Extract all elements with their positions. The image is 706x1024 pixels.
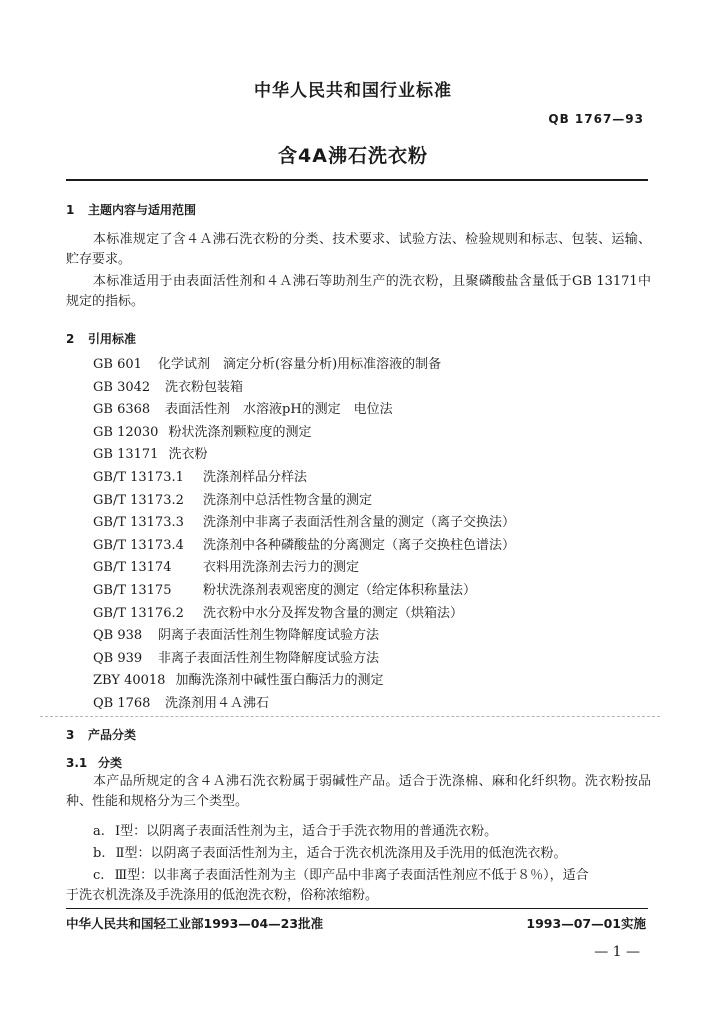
reference-item (93, 399, 515, 422)
type-mark: a. (93, 824, 105, 839)
reference-item (93, 535, 515, 558)
section-3-title: 产品分类 (88, 728, 137, 742)
section-2-title: 引用标准 (88, 332, 137, 346)
type-item-c (93, 864, 589, 883)
type-item-c-continuation: 于洗衣机洗涤及手洗涤用的低泡洗衣粉，俗称浓缩粉。 (66, 888, 379, 903)
section-3-heading (66, 726, 136, 743)
reference-item (93, 377, 515, 400)
reference-code: QB 939 (93, 650, 143, 666)
reference-item (93, 444, 515, 467)
reference-title: 非离子表面活性剂生物降解度试验方法 (158, 650, 380, 666)
reference-item (93, 467, 515, 490)
type-item-b (93, 842, 566, 861)
title-divider (66, 179, 648, 181)
reference-code: GB 6368 (93, 402, 151, 418)
reference-code: GB 601 (93, 357, 142, 372)
reference-code: GB/T 13173.3 (93, 515, 184, 531)
reference-title: 洗涤剂中非离子表面活性剂含量的测定（离子交换法） (203, 515, 516, 531)
type-text: Ⅲ型：以非离子表面活性剂为主（即产品中非离子表面活性剂应不低于８％），适合 (114, 868, 589, 883)
reference-item (93, 693, 515, 716)
reference-item (93, 670, 515, 693)
section-1-heading (66, 201, 196, 218)
reference-item (93, 625, 515, 648)
standard-title: 中华人民共和国行业标准 (254, 81, 452, 101)
reference-item (93, 422, 515, 445)
reference-code: GB 13171 (93, 447, 159, 463)
type-text: Ⅱ型：以阴离子表面活性剂为主，适合于洗衣机洗涤用及手洗用的低泡洗衣粉。 (115, 846, 567, 861)
section-2-heading (66, 330, 136, 347)
reference-code: GB/T 13173.2 (93, 492, 184, 508)
reference-title: 洗衣粉 (168, 447, 208, 463)
standard-number: QB 1767—93 (548, 112, 644, 126)
section-1-paragraph-2: 本标准适用于由表面活性剂和４Ａ沸石等助剂生产的洗衣粉，且聚磷酸盐含量低于GB 13171中规定的指标。 (66, 274, 651, 309)
reference-code: GB/T 13173.4 (93, 537, 184, 553)
reference-title: 洗涤剂中各种磷酸盐的分离测定（离子交换柱色谱法） (203, 537, 516, 553)
reference-code: GB 12030 (93, 424, 159, 440)
section-1-title: 主题内容与适用范围 (88, 203, 197, 217)
reference-title: 粉状洗涤剂表观密度的测定（给定体积称量法） (203, 582, 477, 598)
reference-item (93, 648, 515, 671)
section-2-number: 2 (66, 332, 75, 346)
reference-title: 阴离子表面活性剂生物降解度试验方法 (158, 628, 380, 644)
reference-item (93, 603, 515, 626)
reference-item (93, 512, 515, 535)
section-3-1-title: 分类 (98, 756, 123, 770)
reference-code: GB/T 13173.1 (93, 469, 184, 485)
reference-code: GB/T 13176.2 (93, 605, 184, 621)
reference-title: 加酶洗涤剂中碱性蛋白酶活力的测定 (175, 673, 384, 689)
footer-divider (66, 908, 648, 909)
type-item-a (93, 820, 497, 839)
approval-note: 中华人民共和国轻工业部1993—04—23批准 (66, 916, 324, 931)
section-3-1-heading (66, 754, 122, 771)
reference-title: 衣料用洗涤剂去污力的测定 (203, 560, 360, 576)
reference-list (93, 354, 515, 716)
scan-artifact-line (40, 716, 660, 717)
section-1-number: 1 (66, 203, 75, 217)
section-3-number: 3 (66, 728, 75, 742)
section-3-1-paragraph: 本产品所规定的含４Ａ沸石洗衣粉属于弱碱性产品。适合于洗涤棉、麻和化纤织物。洗衣粉按品种、性能和规格分为三个类型。 (66, 774, 651, 809)
reference-title: 洗涤剂中总活性物含量的测定 (203, 492, 373, 508)
reference-code: GB 3042 (93, 379, 151, 395)
reference-code: GB/T 13174 (93, 560, 172, 576)
effective-date: 1993—07—01实施 (526, 916, 646, 931)
reference-title: 洗涤剂样品分样法 (203, 469, 308, 485)
type-text: Ⅰ型：以阴离子表面活性剂为主，适合于手洗衣物用的普通洗衣粉。 (115, 824, 498, 839)
reference-code: QB 938 (93, 628, 143, 644)
document-title: 含4A沸石洗衣粉 (278, 145, 428, 167)
page-number: — 1 — (594, 944, 640, 960)
reference-code: ZBY 40018 (93, 673, 166, 689)
reference-title: 洗涤剂用４Ａ沸石 (165, 695, 270, 711)
reference-title: 洗衣粉中水分及挥发物含量的测定（烘箱法） (203, 605, 464, 621)
reference-title: 表面活性剂 水溶液pH的测定 电位法 (165, 402, 393, 418)
reference-item (93, 354, 515, 377)
type-mark: b. (93, 846, 106, 861)
reference-code: GB/T 13175 (93, 582, 172, 598)
reference-item (93, 490, 515, 513)
reference-title: 粉状洗涤剂颗粒度的测定 (168, 424, 312, 440)
reference-code: QB 1768 (93, 695, 151, 711)
section-1-paragraph-1: 本标准规定了含４Ａ沸石洗衣粉的分类、技术要求、试验方法、检验规则和标志、包装、运输、贮存要求。 (66, 232, 651, 267)
reference-item (93, 580, 515, 603)
type-mark: c. (93, 868, 105, 883)
section-3-1-number: 3.1 (66, 756, 88, 770)
reference-item (93, 557, 515, 580)
reference-title: 洗衣粉包装箱 (165, 379, 244, 395)
reference-title: 化学试剂 滴定分析(容量分析)用标准溶液的制备 (158, 357, 442, 372)
